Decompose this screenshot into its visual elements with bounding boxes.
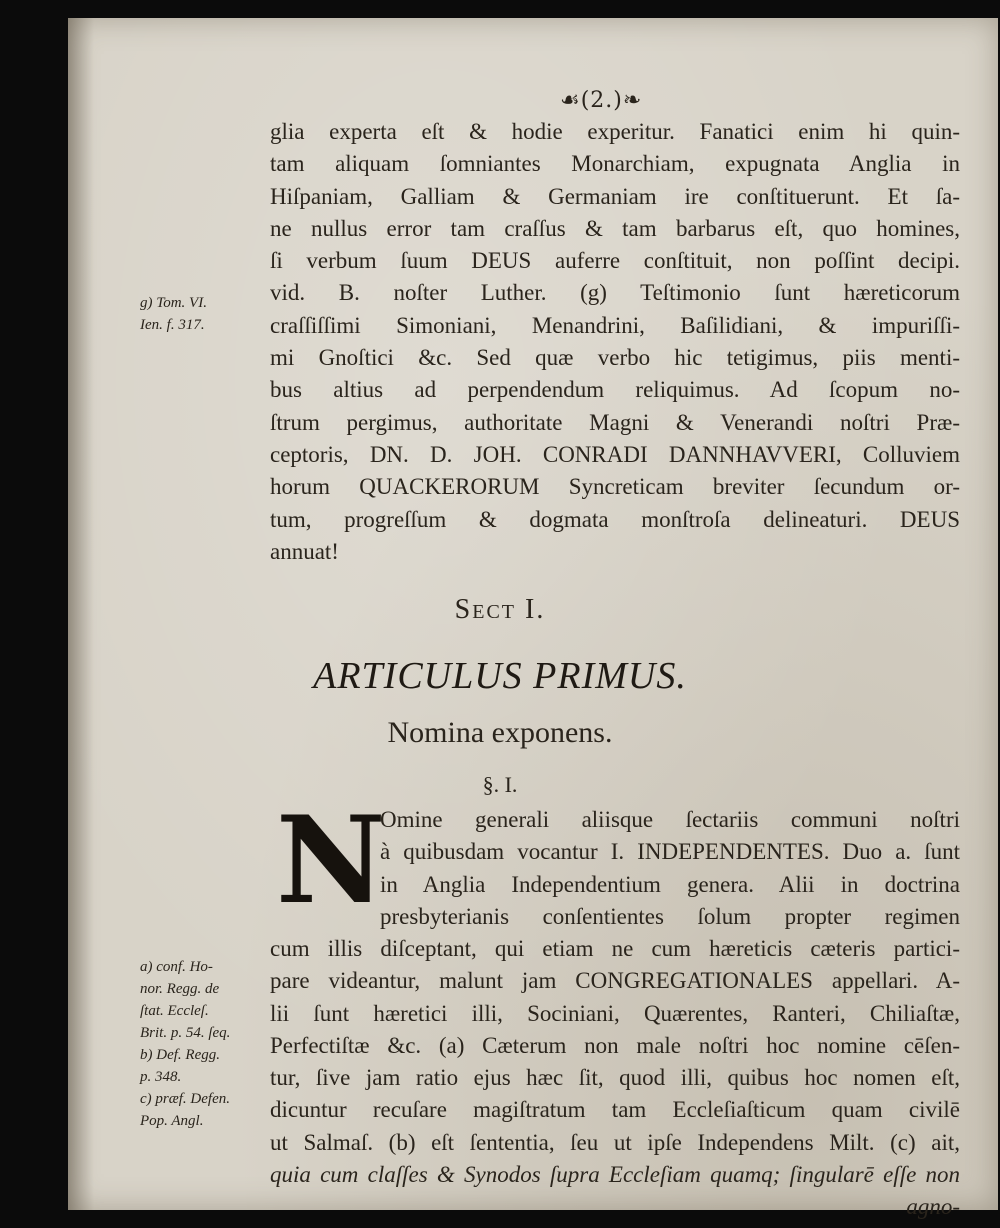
drop-capital: N: [276, 790, 386, 931]
margin-note-line: nor. Regg. de: [140, 981, 220, 997]
article-title: ARTICULUS PRIMUS.: [313, 655, 687, 697]
margin-note-line: p. 348.: [140, 1069, 182, 1085]
top-text-block: [270, 116, 960, 568]
text-line: presbyterianis conſentientes ſolum propter regimen: [380, 903, 960, 929]
text-line: ſtrum pergimus, authoritate Magni & Venerandi noſtri Præ-: [270, 409, 960, 435]
section-title: Sect I.: [454, 594, 546, 625]
text-line: craſſiſſimi Simoniani, Menandrini, Baſilidiani, & impuriſſi-: [270, 312, 960, 338]
text-line: ut Salmaſ. (b) eſt ſententia, ſeu ut ipſe Independens Milt. (c) ait,: [270, 1129, 960, 1155]
text-line: pare videantur, malunt jam CONGREGATIONALES appellari. A-: [270, 968, 960, 994]
text-line: lii ſunt hæretici illi, Sociniani, Quærentes, Ranteri, Chiliaſtæ,: [270, 1000, 960, 1026]
margin-note-line: b) Def. Regg.: [140, 1047, 220, 1063]
margin-note-abc: [140, 956, 230, 1132]
text-line: annuat!: [270, 538, 339, 564]
article-subtitle: Nomina exponens.: [387, 716, 613, 749]
text-line: quia cum claſſes & Synodos ſupra Eccleſiam quamq; ſingularē eſſe non: [270, 1162, 960, 1188]
body-text-block: [270, 933, 960, 1224]
text-line: cum illis diſceptant, qui etiam ne cum hæreticis cæteris partici-: [270, 936, 960, 961]
text-line: ne nullus error tam craſſus & tam barbarus eſt, quo homines,: [270, 215, 960, 241]
text-line: tam aliquam ſomniantes Monarchiam, expugnata Anglia in: [270, 151, 960, 177]
text-line: dicuntur recuſare magiſtratum tam Eccleſiaſticum quam civilē: [270, 1097, 960, 1123]
text-line: mi Gnoſtici &c. Sed quæ verbo hic tetigimus, piis menti-: [270, 345, 960, 371]
catchword: agno-: [906, 1194, 960, 1220]
text-line: tum, progreſſum & dogmata monſtroſa delineaturi. DEUS: [270, 506, 960, 532]
text-line: à quibusdam vocantur I. INDEPENDENTES. Duo a. ſunt: [380, 839, 960, 865]
margin-note-line: c) præf. Defen.: [140, 1091, 230, 1107]
text-line: Perfectiſtæ &c. (a) Cæterum non male noſtri hoc nomine cēſen-: [270, 1032, 960, 1058]
text-line: horum QUACKERORUM Syncreticam breviter ſecundum or-: [270, 474, 960, 500]
text-line: bus altius ad perpendendum reliquimus. Ad ſcopum no-: [270, 377, 960, 403]
text-line: Omine generali aliisque ſectariis communi noſtri: [380, 807, 960, 832]
margin-note-g: [140, 292, 207, 336]
text-line: vid. B. noſter Luther. (g) Teſtimonio ſunt hæreticorum: [270, 280, 960, 306]
margin-note-line: a) conf. Ho-: [140, 959, 213, 975]
page-header-ornament: ☙(2.)❧: [560, 88, 643, 113]
text-line: ſi verbum ſuum DEUS auferre conſtituit, non poſſint decipi.: [270, 248, 960, 274]
margin-note-line: g) Tom. VI.: [140, 295, 207, 311]
dropcap-text-block: [380, 804, 960, 933]
margin-note-line: Brit. p. 54. ſeq.: [140, 1025, 231, 1041]
text-line: in Anglia Independentium genera. Alii in doctrina: [380, 871, 960, 897]
text-line: glia experta eſt & hodie experitur. Fanatici enim hi quin-: [270, 119, 960, 144]
margin-note-line: Pop. Angl.: [140, 1113, 204, 1129]
margin-note-line: Ien. f. 317.: [140, 317, 205, 333]
margin-note-line: ſtat. Eccleſ.: [140, 1003, 209, 1019]
text-line: tur, ſive jam ratio ejus hæc ſit, quod illi, quibus hoc nomen eſt,: [270, 1065, 960, 1091]
text-line: ceptoris, DN. D. JOH. CONRADI DANNHAVVERI, Colluviem: [270, 441, 960, 467]
paragraph-mark: §. I.: [482, 772, 518, 797]
text-line: Hiſpaniam, Galliam & Germaniam ire conſtituerunt. Et ſa-: [270, 183, 960, 209]
